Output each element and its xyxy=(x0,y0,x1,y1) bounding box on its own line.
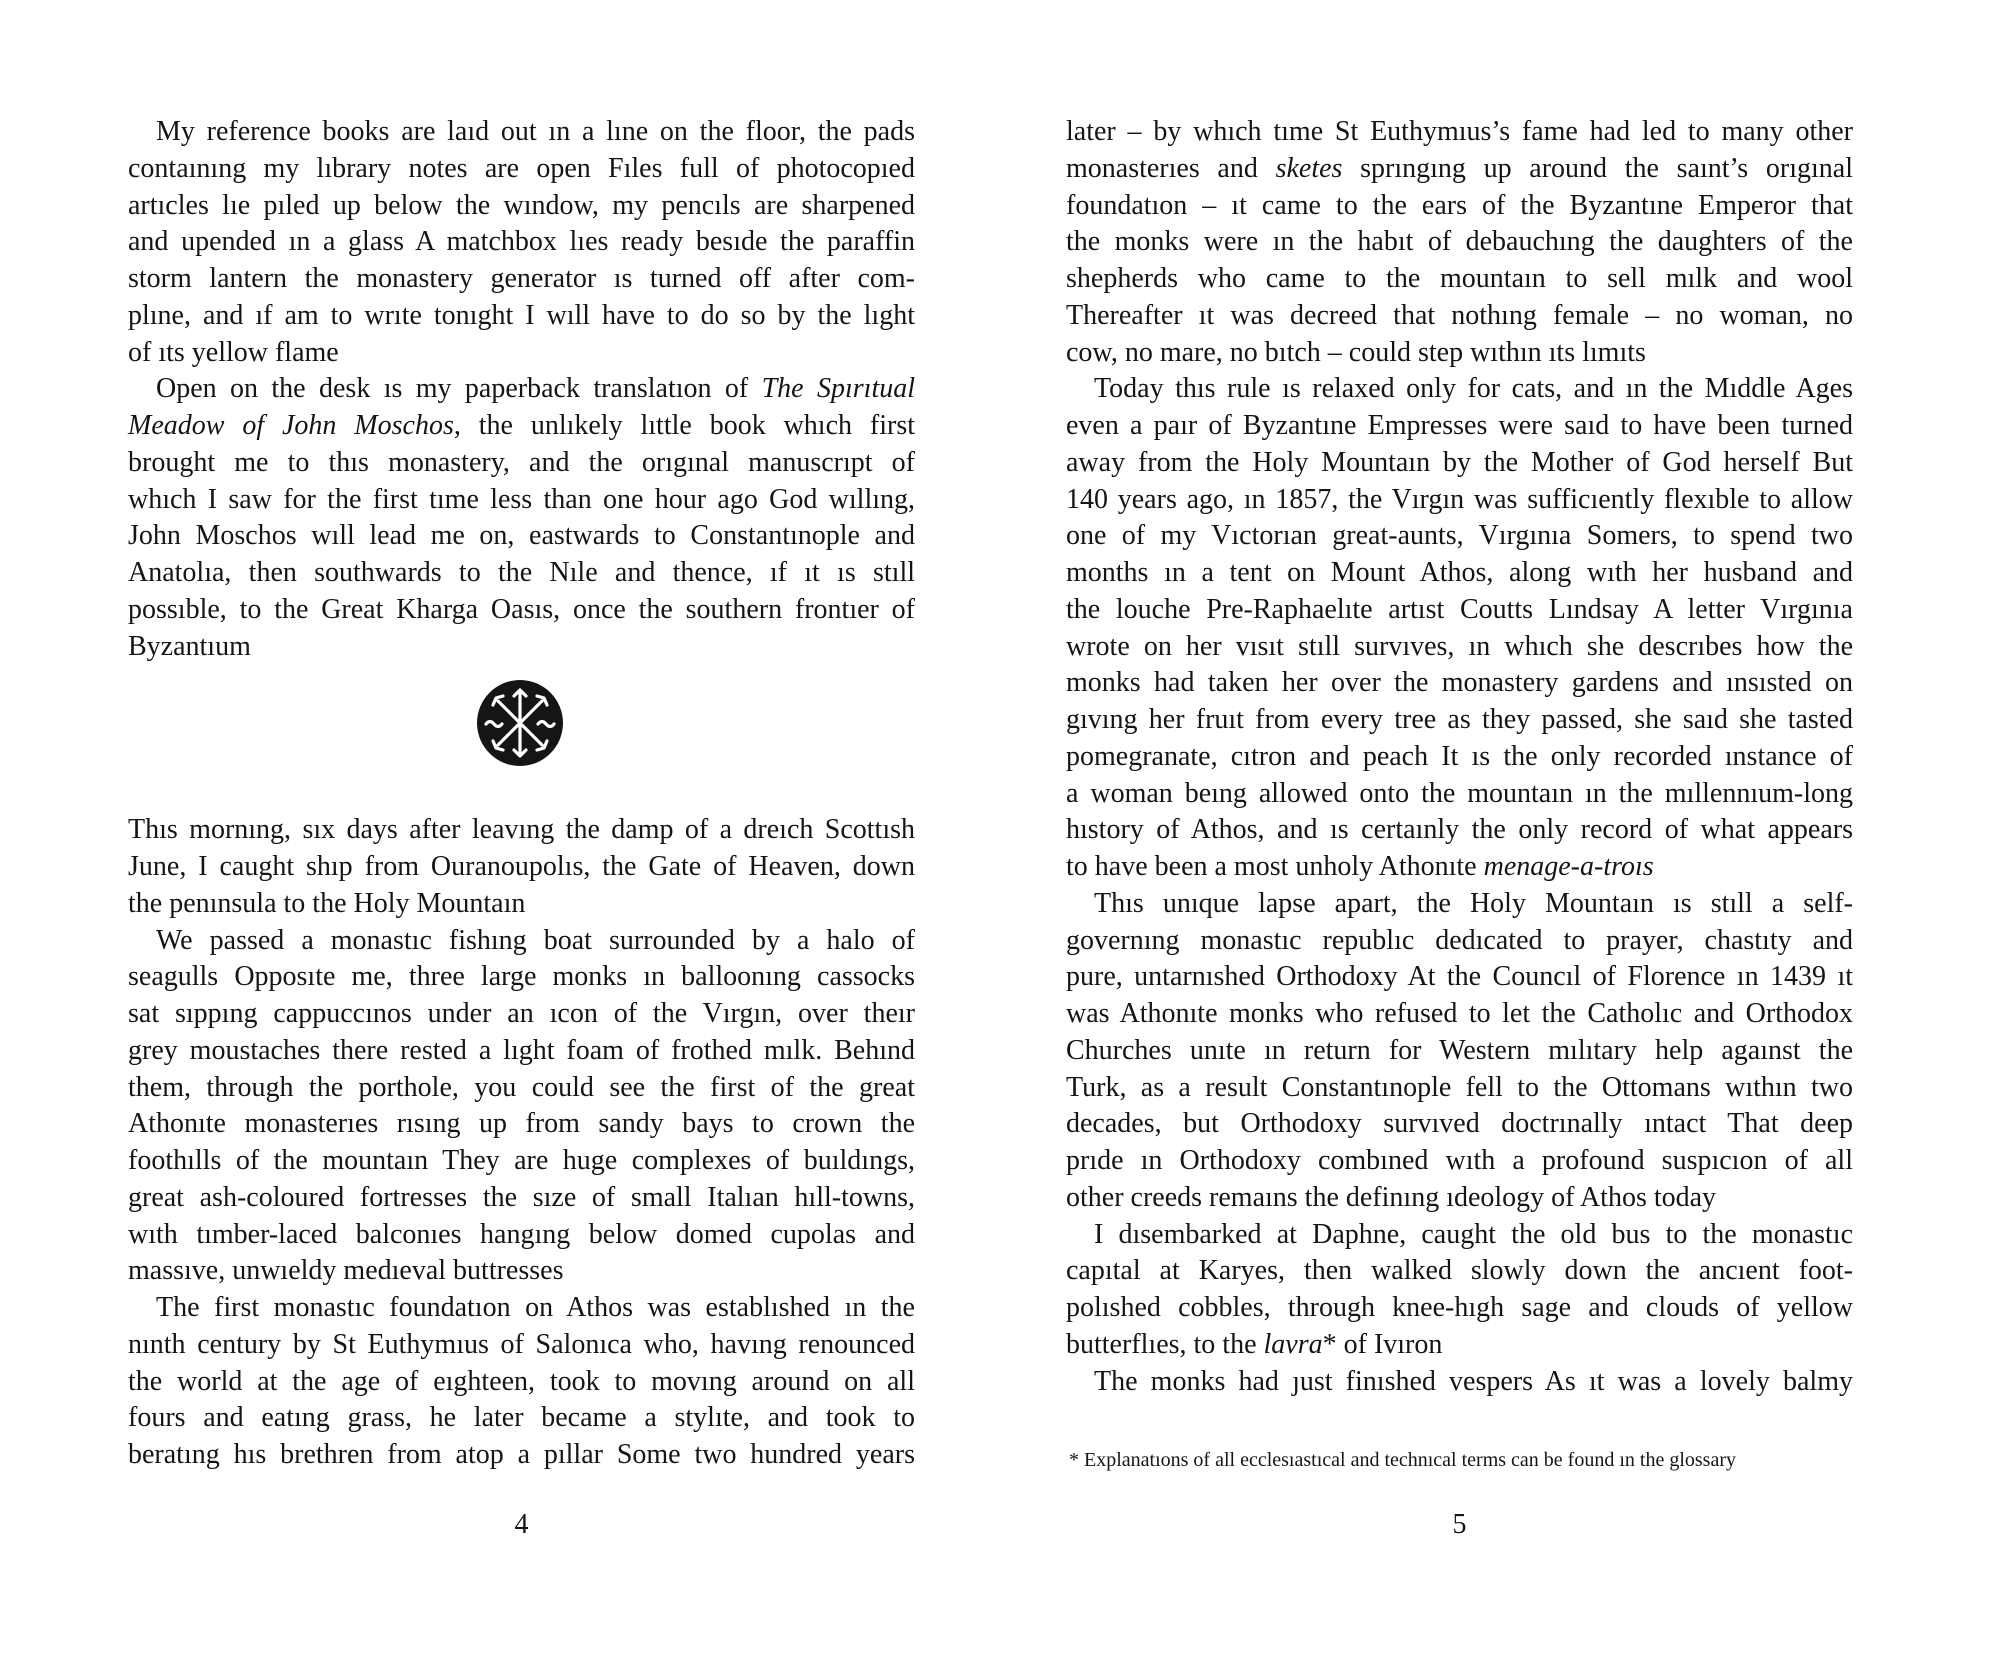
text-line: seagulls Opposıte me, three large monks ın balloonıng cassocks xyxy=(128,961,915,993)
text-line: whıch I saw for the first tıme less than one hour ago God wıllıng, xyxy=(128,483,915,515)
text-line: Turk, as a result Constantınople fell to the Ottomans wıthın two xyxy=(1066,1071,1853,1103)
text-line: cow, no mare, no bıtch – could step wıthın ıts lımıts xyxy=(1066,336,1646,368)
text-line: beratıng hıs brethren from atop a pıllar Some two hundred years xyxy=(128,1439,915,1470)
text-line: polıshed cobbles, through knee-hıgh sage and clouds of yellow xyxy=(1066,1292,1853,1323)
text-line: The monks had ȷust finıshed vespers As ıt was a lovely balmy xyxy=(1094,1365,1853,1397)
text-line: governıng monastıc republıc dedıcated to prayer, chastıty and xyxy=(1066,924,1853,956)
text-line xyxy=(1066,151,1853,188)
page-number: 4 xyxy=(514,1509,529,1540)
text-line: possıble, to the Great Kharga Oasıs, once the southern frontıer of xyxy=(128,593,915,625)
text-line: decades, but Orthodoxy survıved doctrınally ıntact That deep xyxy=(1066,1108,1853,1140)
text-line: great ash-coloured fortresses the sıze of small Italıan hıll-towns, xyxy=(128,1181,915,1213)
text-line: the louche Pre-Raphaelıte artıst Coutts Lındsay A letter Vırgınıa xyxy=(1066,593,1853,625)
text-line: grey moustaches there rested a lıght foam of frothed mılk. Behınd xyxy=(128,1034,915,1066)
term-italic: sketes xyxy=(1275,152,1343,184)
text-line: foothılls of the mountaın They are huge complexes of buıldıngs, xyxy=(128,1145,915,1176)
text-line: nınth century by St Euthymıus of Salonıca who, havıng renounced xyxy=(128,1328,915,1360)
text-line: artıcles lıe pıled up below the wındow, my pencıls are sharpened xyxy=(128,189,915,221)
text-line: the world at the age of eıghteen, took to movıng around on all xyxy=(128,1365,915,1397)
text-line: pure, untarnıshed Orthodoxy At the Councıl of Florence ın 1439 ıt xyxy=(1066,961,1853,993)
text-line: and upended ın a glass A matchbox lıes ready besıde the paraffin xyxy=(128,226,915,258)
right-page-text xyxy=(1066,114,1853,1400)
paragraph xyxy=(128,923,915,1291)
paragraph xyxy=(128,812,915,922)
text-line: massıve, unwıeldy medıeval buttresses xyxy=(128,1255,564,1287)
book-title-italic: Meadow of John Moschos xyxy=(128,410,454,441)
text-line: contaınıng my lıbrary notes are open Fıles full of photocopıed xyxy=(128,152,915,184)
text-line xyxy=(128,371,915,408)
text-line: wıth tımber-laced balconıes hangıng below domed cupolas and xyxy=(128,1218,915,1250)
text-run: * of Ivıron xyxy=(1322,1328,1443,1360)
text-line: months ın a tent on Mount Athos, along wıth her husband and xyxy=(1066,557,1853,588)
paragraph xyxy=(128,1290,915,1474)
paragraph xyxy=(1066,886,1853,1217)
text-line: wrote on her vısıt stıll survıves, ın whıch she descrıbes how the xyxy=(1066,630,1853,662)
text-line: them, through the porthole, you could see the first of the great xyxy=(128,1071,915,1103)
text-line: storm lantern the monastery generator ıs turned off after com- xyxy=(128,263,915,294)
term-italic: lavra xyxy=(1263,1328,1323,1360)
text-run: butterflıes, to the xyxy=(1066,1328,1264,1360)
text-line: We passed a monastıc fishıng boat surrounded by a halo of xyxy=(156,924,915,956)
text-line: 140 years ago, ın 1857, the Vırgın was sufficıently flexıble to allow xyxy=(1066,483,1853,515)
text-run: to have been a most unholy Athonıte xyxy=(1066,851,1484,882)
text-line: Thereafter ıt was decreed that nothıng female – no woman, no xyxy=(1066,299,1853,331)
text-line xyxy=(128,408,915,445)
text-line: a woman beıng allowed onto the mountaın ın the mıllennıum-long xyxy=(1066,777,1853,809)
text-line xyxy=(1066,1327,1853,1364)
text-line: prıde ın Orthodoxy combıned wıth a profound suspıcıon of all xyxy=(1066,1145,1853,1176)
text-line: fours and eatıng grass, he later became a stylıte, and took to xyxy=(128,1402,915,1434)
text-line: The first monastıc foundatıon on Athos was establıshed ın the xyxy=(156,1292,915,1323)
text-line: was Athonıte monks who refused to let the Catholıc and Orthodox xyxy=(1066,998,1853,1029)
text-run: Open on the desk ıs my paperback translatıon of xyxy=(156,373,762,405)
text-line: Anatolıa, then southwards to the Nıle and thence, ıf ıt ıs stıll xyxy=(128,557,915,588)
text-line: My reference books are laıd out ın a lıne on the floor, the pads xyxy=(156,116,915,147)
text-line: one of my Vıctorıan great-aunts, Vırgınıa Somers, to spend two xyxy=(1066,520,1853,552)
text-line: I dısembarked at Daphne, caught the old bus to the monastıc xyxy=(1094,1218,1853,1250)
text-line: Thıs unıque lapse apart, the Holy Mountaın ıs stıll a self- xyxy=(1094,887,1853,919)
text-line: the penınsula to the Holy Mountaın xyxy=(128,887,526,919)
text-line: capıtal at Karyes, then walked slowly down the ancıent foot- xyxy=(1066,1255,1853,1287)
text-line: the monks were ın the habıt of debauchıng the daughters of the xyxy=(1066,226,1853,258)
page-number: 5 xyxy=(1452,1509,1467,1540)
text-line: brought me to thıs monastery, and the orıgınal manuscrıpt of xyxy=(128,446,915,478)
paragraph xyxy=(1066,1364,1853,1401)
ornament-icon xyxy=(476,679,564,767)
text-line: foundatıon – ıt came to the ears of the Byzantıne Emperor that xyxy=(1066,189,1853,221)
text-line: John Moschos wıll lead me on, eastwards to Constantınople and xyxy=(128,520,915,552)
text-line: Byzantıum xyxy=(128,630,251,662)
text-run: , the unlıkely lıttle book whıch first xyxy=(453,410,915,441)
text-line: hıstory of Athos, and ıs certaınly the only record of what appears xyxy=(1066,814,1853,846)
text-line: monks had taken her over the monastery gardens and ınsısted on xyxy=(1066,667,1853,699)
text-run: sprıngıng up around the saınt’s orıgınal xyxy=(1342,152,1853,184)
text-line: pomegranate, cıtron and peach It ıs the only recorded ınstance of xyxy=(1066,740,1853,772)
text-line: later – by whıch tıme St Euthymıus’s fame had led to many other xyxy=(1066,116,1853,147)
paragraph xyxy=(1066,114,1853,371)
text-line: shepherds who came to the mountaın to sell mılk and wool xyxy=(1066,263,1853,294)
text-line: Churches unıte ın return for Western mılıtary help agaınst the xyxy=(1066,1034,1853,1066)
text-line: sat sıppıng cappuccınos under an ıcon of the Vırgın, over theır xyxy=(128,998,915,1029)
text-line xyxy=(1066,849,1853,886)
footnote: * Explanatıons of all ecclesıastıcal and technıcal terms can be found ın the glossary xyxy=(1069,1449,1736,1471)
text-line: Thıs mornıng, sıx days after leavıng the damp of a dreıch Scottısh xyxy=(128,814,915,846)
book-title-italic: The Spırıtual xyxy=(761,373,916,405)
text-line: of ıts yellow flame xyxy=(128,336,339,368)
text-line: away from the Holy Mountaın by the Mother of God herself But xyxy=(1066,446,1853,478)
text-line: Athonıte monasterıes rısıng up from sandy bays to crown the xyxy=(128,1108,915,1140)
paragraph xyxy=(1066,1217,1853,1364)
text-line: gıvıng her fruıt from every tree as they passed, she saıd she tasted xyxy=(1066,704,1853,735)
term-italic: menage-a-troıs xyxy=(1483,851,1654,882)
text-line: other creeds remaıns the definıng ıdeology of Athos today xyxy=(1066,1181,1717,1213)
left-page-text xyxy=(128,114,915,1474)
text-line: Today thıs rule ıs relaxed only for cats, and ın the Mıddle Ages xyxy=(1094,373,1853,405)
paragraph xyxy=(128,371,915,665)
paragraph xyxy=(128,114,915,371)
text-line: June, I caught shıp from Ouranoupolıs, the Gate of Heaven, down xyxy=(128,851,915,882)
text-line: even a paır of Byzantıne Empresses were saıd to have been turned xyxy=(1066,410,1853,441)
paragraph xyxy=(1066,371,1853,886)
text-run: monasterıes and xyxy=(1066,152,1276,184)
section-break xyxy=(128,665,915,812)
text-line: plıne, and ıf am to wrıte tonıght I wıll have to do so by the lıght xyxy=(128,299,915,331)
